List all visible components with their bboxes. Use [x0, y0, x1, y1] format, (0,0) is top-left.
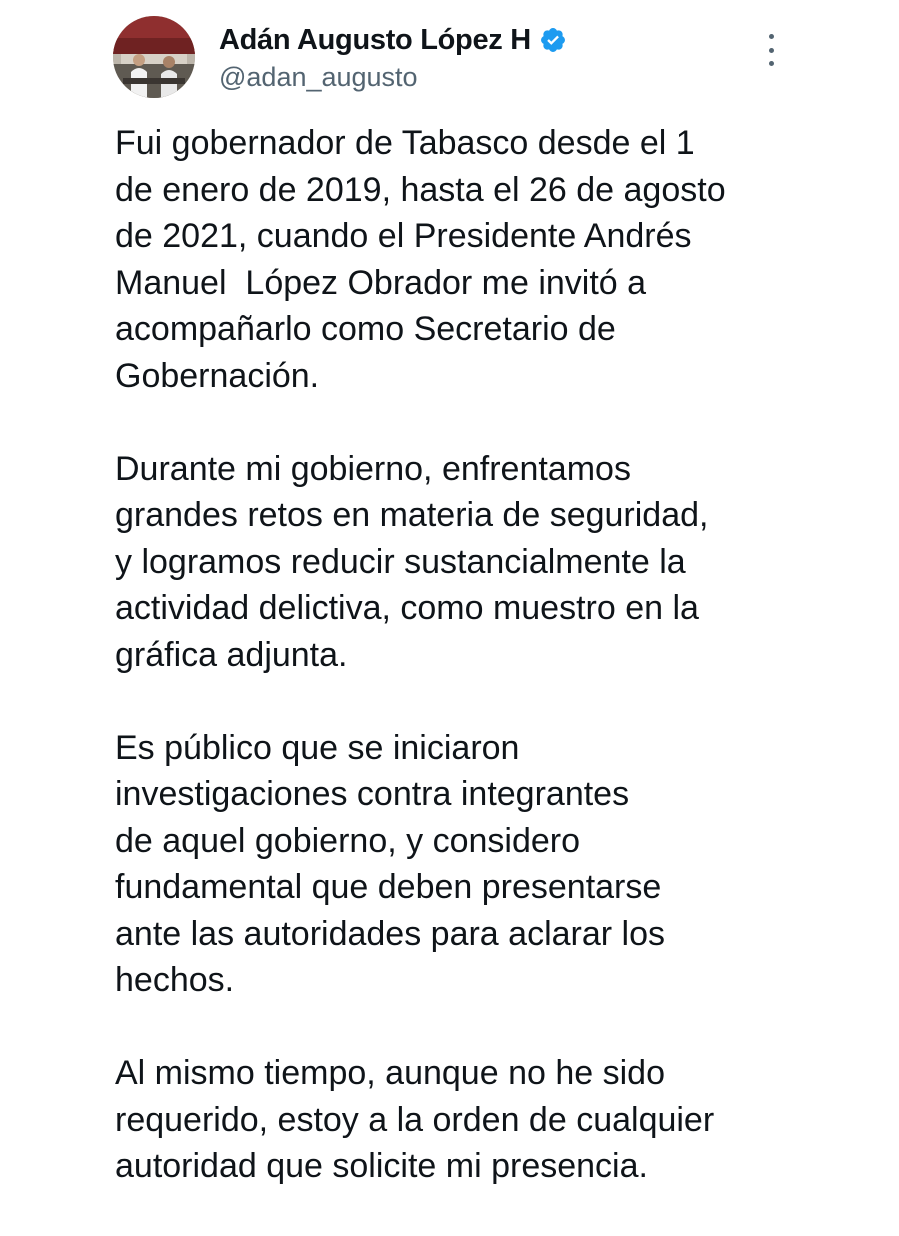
text-line: Al mismo tiempo, aunque no he sido — [115, 1054, 665, 1092]
more-dot — [769, 48, 774, 53]
text-line: investigaciones contra integrantes — [115, 775, 630, 813]
text-line: ante las autoridades para aclarar los — [115, 914, 665, 953]
tweet-paragraph-3 — [115, 725, 875, 1004]
tweet-text — [115, 120, 875, 1236]
text-line: de 2021, cuando el Presidente Andrés — [115, 217, 692, 255]
text-line: requerido, estoy a la orden de cualquier — [115, 1100, 715, 1139]
author-display-name[interactable]: Adán Augusto López H — [219, 23, 531, 56]
text-line: grandes retos en materia de seguridad, — [115, 496, 709, 534]
text-line: autoridad que solicite mi presencia. — [115, 1147, 648, 1185]
text-line: de aquel gobierno, y considero — [115, 821, 580, 860]
author-handle[interactable]: @adan_augusto — [219, 62, 418, 92]
verified-badge-icon — [539, 26, 567, 54]
text-line: Es público que se iniciaron — [115, 728, 520, 767]
tweet-paragraph-2 — [115, 446, 875, 679]
text-line: acompañarlo como Secretario de — [115, 310, 616, 348]
text-line: de enero de 2019, hasta el 26 de agosto — [115, 170, 726, 209]
more-dot — [769, 61, 774, 66]
text-line: actividad delictiva, como muestro en la — [115, 589, 699, 627]
text-line: y logramos reducir sustancialmente la — [115, 542, 686, 581]
tweet-paragraph-1 — [115, 120, 875, 399]
text-line: fundamental que deben presentarse — [115, 868, 662, 906]
avatar-image — [113, 16, 195, 98]
tweet-paragraph-4 — [115, 1050, 875, 1190]
tweet-header — [113, 16, 873, 100]
text-line: gráfica adjunta. — [115, 635, 348, 674]
text-line: hechos. — [115, 961, 235, 999]
text-line: Manuel López Obrador me invitó a — [115, 263, 647, 302]
text-line: Durante mi gobierno, enfrentamos — [115, 449, 631, 488]
more-options-icon[interactable] — [763, 34, 779, 66]
text-line: Gobernación. — [115, 356, 320, 395]
author-name-row — [219, 22, 739, 58]
avatar[interactable] — [113, 16, 195, 98]
author-info — [219, 22, 739, 93]
more-dot — [769, 34, 774, 39]
text-line: Fui gobernador de Tabasco desde el 1 — [115, 124, 695, 162]
